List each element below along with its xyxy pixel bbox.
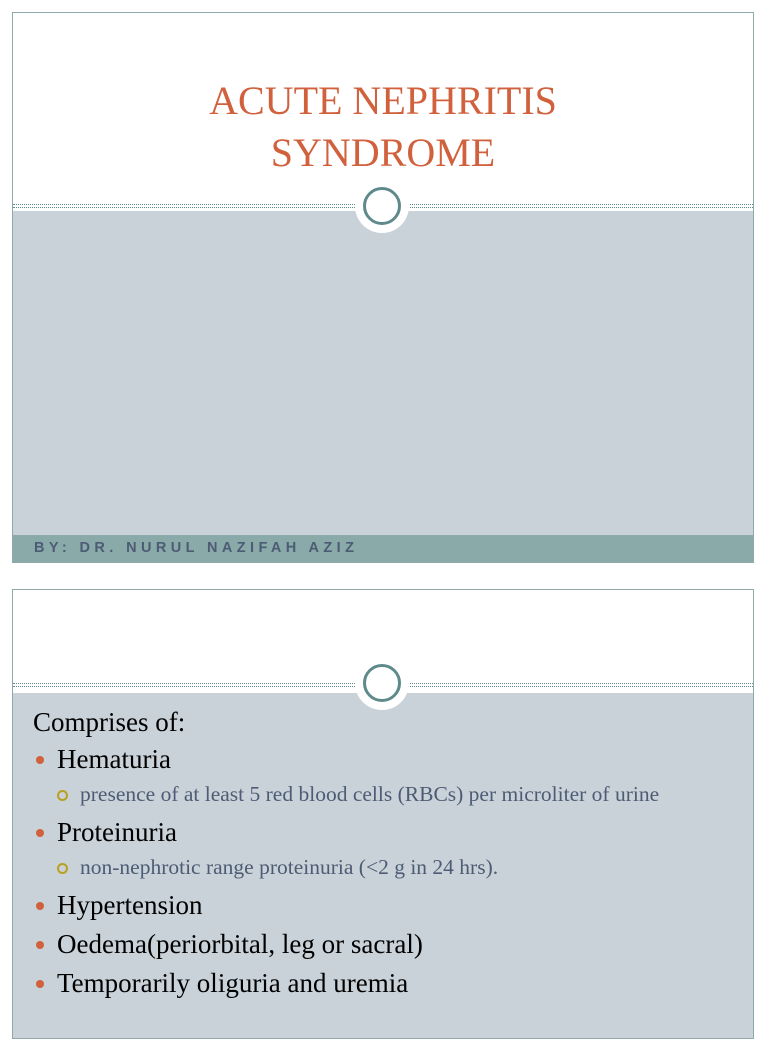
ring-bullet-icon bbox=[57, 790, 68, 801]
list-item: Temporarily oliguria and uremia bbox=[33, 967, 733, 999]
list-item: Hematuria bbox=[33, 743, 733, 775]
slide-body bbox=[13, 211, 753, 537]
list-item: Proteinuria bbox=[33, 816, 733, 848]
list-item: Hypertension bbox=[33, 889, 733, 921]
author-footer bbox=[13, 535, 753, 562]
author-text: BY: DR. NURUL NAZIFAH AZIZ bbox=[34, 540, 359, 556]
bullet-dot-icon bbox=[36, 756, 44, 764]
circle-ornament-icon bbox=[355, 179, 409, 233]
slide-title-text bbox=[13, 75, 753, 179]
title-area bbox=[13, 13, 753, 206]
sub-list-item: non-nephrotic range proteinuria (<2 g in 24 hrs). bbox=[33, 855, 733, 880]
bullet-dot-icon bbox=[36, 980, 44, 988]
circle-ornament-icon bbox=[355, 656, 409, 710]
list-item: Oedema(periorbital, leg or sacral) bbox=[33, 928, 733, 960]
bullet-list bbox=[33, 705, 733, 1006]
title-line-1: ACUTE NEPHRITIS bbox=[209, 78, 557, 123]
bullet-dot-icon bbox=[36, 829, 44, 837]
sub-list-item: presence of at least 5 red blood cells (RBCs) per microliter of urine bbox=[33, 782, 733, 807]
ring-bullet-icon bbox=[57, 863, 68, 874]
slide-content bbox=[12, 589, 754, 1039]
bullet-dot-icon bbox=[36, 941, 44, 949]
slide-title bbox=[12, 12, 754, 563]
title-line-2: SYNDROME bbox=[270, 130, 496, 175]
bullet-dot-icon bbox=[36, 902, 44, 910]
intro-text: Comprises of: bbox=[33, 707, 186, 737]
